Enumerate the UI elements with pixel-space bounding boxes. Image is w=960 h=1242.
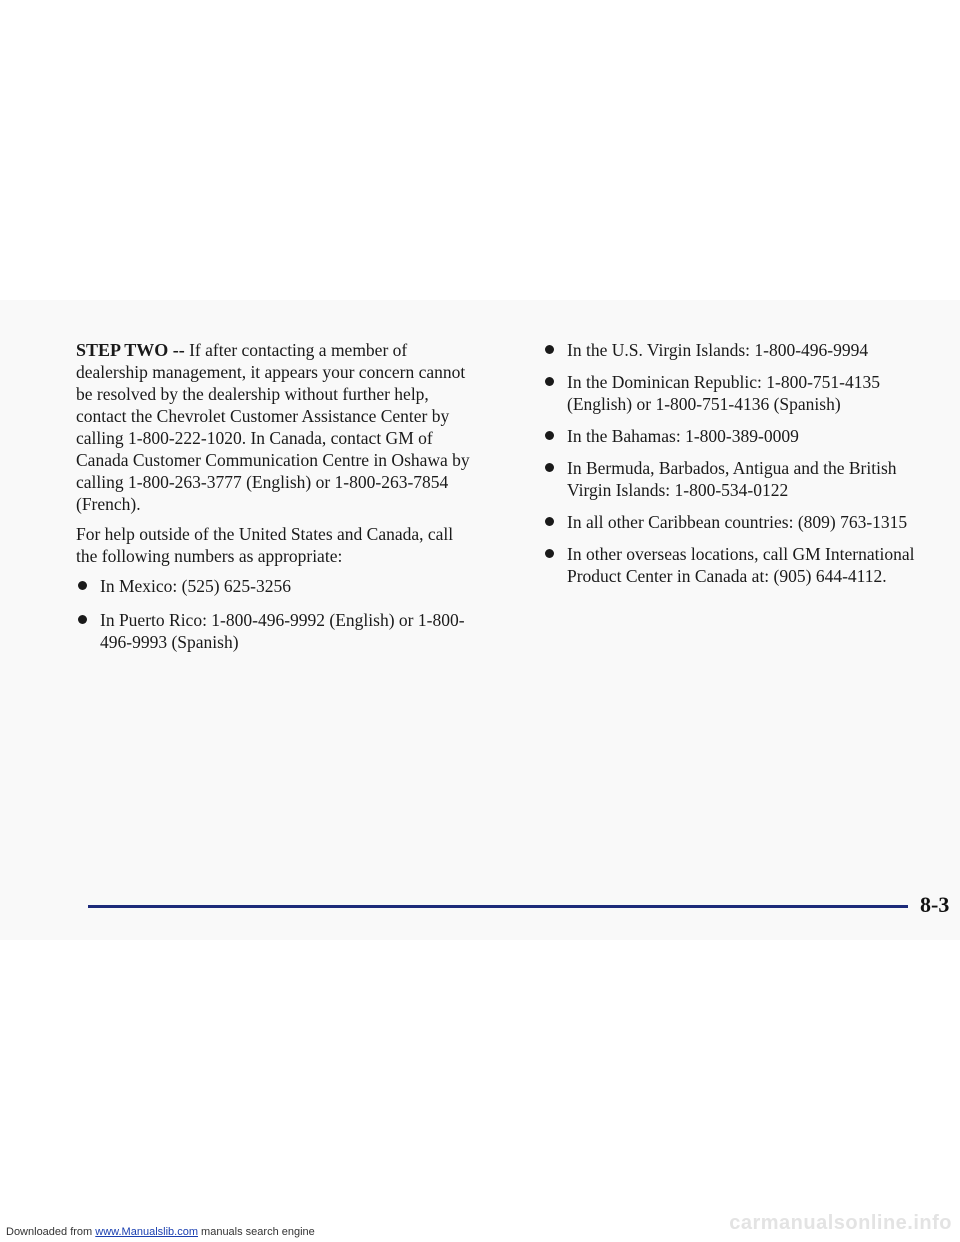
footer-prefix: Downloaded from (6, 1226, 96, 1238)
bullet-icon (545, 377, 554, 386)
list-item-text: In all other Caribbean countries: (809) 763-1315 (567, 512, 908, 532)
bullet-icon (545, 549, 554, 558)
bullet-icon (545, 345, 554, 354)
list-item (543, 543, 933, 587)
list-item (76, 575, 476, 597)
list-item (543, 457, 933, 501)
list-item-text: In other overseas locations, call GM International Product Center in Canada at: (905) 644-4112. (567, 544, 915, 586)
step-two-label: STEP TWO -- (76, 340, 185, 360)
list-item-text: In Puerto Rico: 1-800-496-9992 (English) or 1-800-496-9993 (Spanish) (100, 610, 465, 652)
page-number: 8-3 (920, 892, 950, 917)
download-footer (6, 1226, 315, 1238)
step-two-text: If after contacting a member of dealership management, it appears your concern cannot be resolved by the dealership without further help, contact the Chevrolet Customer Assistance Center by calling 1-800-222-1020. In Canada, contact GM of Canada Customer Communication Centre in Oshawa by calling 1-800-263-3777 (English) or 1-800-263-7854 (French). (76, 340, 470, 514)
list-item-text: In the U.S. Virgin Islands: 1-800-496-9994 (567, 340, 869, 360)
bullet-icon (78, 615, 87, 624)
right-column (543, 339, 933, 597)
list-item-text: In the Dominican Republic: 1-800-751-4135 (English) or 1-800-751-4136 (Spanish) (567, 372, 880, 414)
step-two-paragraph (76, 339, 476, 515)
manualslib-link[interactable]: www.Manualslib.com (95, 1226, 198, 1238)
list-item (543, 511, 933, 533)
page-footer-rule (88, 905, 908, 907)
list-item (76, 609, 476, 653)
left-column (76, 339, 476, 665)
bullet-icon (78, 581, 87, 590)
left-bullet-list (76, 575, 476, 653)
watermark: carmanualsonline.info (729, 1212, 952, 1234)
list-item-text: In the Bahamas: 1-800-389-0009 (567, 426, 799, 446)
bullet-icon (545, 517, 554, 526)
bullet-icon (545, 431, 554, 440)
list-item-text: In Bermuda, Barbados, Antigua and the British Virgin Islands: 1-800-534-0122 (567, 458, 897, 500)
list-item (543, 339, 933, 361)
list-item-text: In Mexico: (525) 625-3256 (100, 576, 292, 596)
list-item (543, 371, 933, 415)
outside-help-intro: For help outside of the United States and Canada, call the following numbers as appropriate: (76, 524, 454, 566)
bullet-icon (545, 463, 554, 472)
footer-suffix: manuals search engine (197, 1226, 315, 1238)
list-item (543, 425, 933, 447)
right-bullet-list (543, 339, 933, 587)
